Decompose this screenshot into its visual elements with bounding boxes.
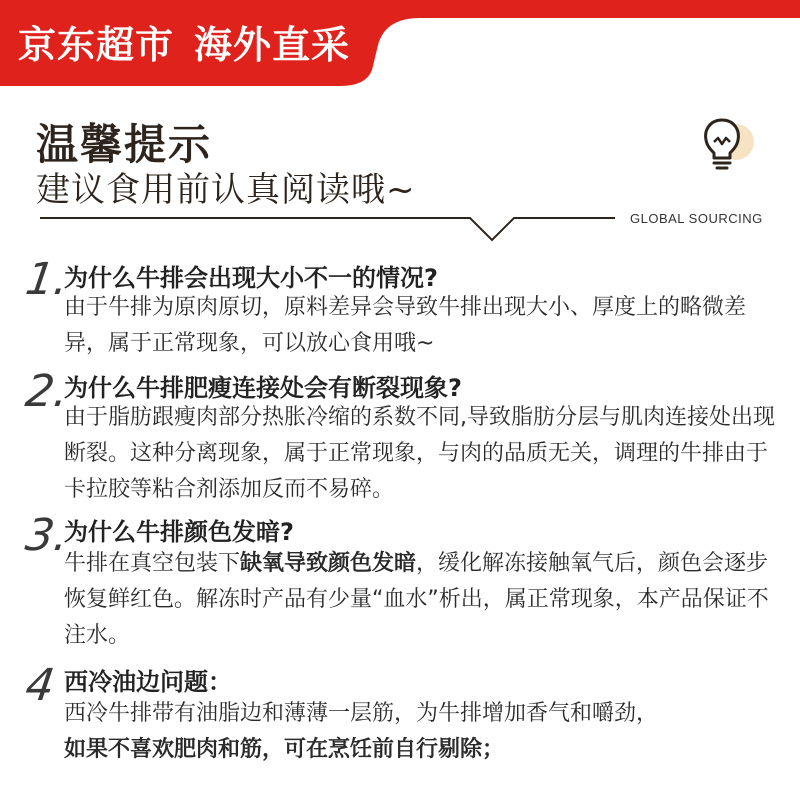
lightbulb-icon [700, 112, 760, 174]
answer-4-emphasis: 如果不喜欢肥肉和筋，可在烹饪前自行剔除； [64, 737, 505, 762]
answer-3-part-2: ，缓化解冻接触氧气后，颜色会逐步恢复鲜红色。解冻时产品有少量“血水”析出，属正常现象，本产品保证不注水。 [64, 551, 769, 648]
answer-3-emphasis: 缺氧导致颜色发暗 [240, 551, 417, 576]
item-question-2: 为什么牛排肥瘦连接处会有断裂现象? [64, 374, 462, 402]
item-number-1: 1. [22, 254, 72, 305]
item-question-3: 为什么牛排颜色发暗? [64, 518, 294, 546]
tip-title: 温馨提示 [36, 120, 213, 169]
item-question-1: 为什么牛排会出现大小不一的情况? [64, 264, 438, 292]
item-answer-2: 由于脂肪跟瘦肉部分热胀冷缩的系数不同,导致脂肪分层与肌肉连接处出现断裂。这种分离现象，属于正常现象，与肉的品质无关，调理的牛排由于卡拉胶等粘合剂添加反而不易碎。 [64, 405, 775, 502]
brand-tag: 海外直采 [194, 23, 351, 67]
answer-3-part-1: 牛排在真空包装下 [64, 551, 241, 576]
item-number-3: 3. [22, 510, 72, 561]
global-sourcing-label: GLOBAL SOURCING [630, 211, 763, 226]
banner-title [18, 14, 350, 69]
item-answer-4 [64, 696, 779, 768]
answer-4-part-1: 西冷牛排带有油脂边和薄薄一层筋，为牛排增加香气和嚼劲， [64, 701, 659, 726]
item-question-4: 西冷油边问题： [64, 668, 232, 696]
item-number-2: 2. [22, 366, 72, 417]
item-answer-3 [64, 546, 779, 654]
brand-name: 京东超市 [18, 23, 175, 67]
item-answer-1: 由于牛排为原肉原切，原料差异会导致牛排出现大小、厚度上的略微差异，属于正常现象，可以放心食用哦~ [64, 295, 747, 356]
tip-subtitle: 建议食用前认真阅读哦~ [36, 170, 416, 210]
item-number-4: 4 [22, 660, 58, 711]
header-banner [0, 0, 800, 90]
